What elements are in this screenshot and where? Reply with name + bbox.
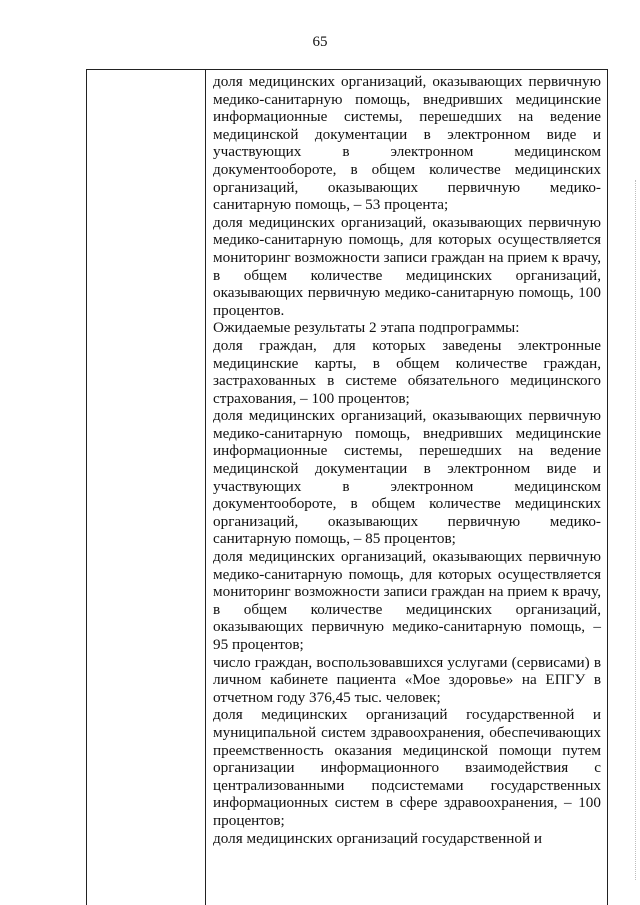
paragraph-electronic-cards: доля граждан, для которых заведены электронные медицинские карты, в общем количестве граждан, застрахованных в системе обязательного медицинского страхования, – 100 процентов; [213,336,601,407]
paragraph-continuity-of-care: доля медицинских организаций государственной и муниципальной систем здравоохранения, обеспечивающих преемственность оказания медицинской помощи путем организации информационного взаимодействия с централизованными подсистемами государственных информационных систем в сфере здравоохранения, – 100 процентов; [213,706,601,829]
table-cell-text [206,70,607,905]
paragraph-emr-share-stage2: доля медицинских организаций, оказывающих первичную медико-санитарную помощь, внедривших медицинские информационные системы, перешедших на ведение медицинской документации в электронном виде и участвующих в электронном медицинском документообороте, в общем количестве медицинских организаций, оказывающих первичную медико-санитарную помощь, – 85 процентов; [213,407,601,548]
paragraph-stage2-heading: Ожидаемые результаты 2 этапа подпрограммы: [213,319,520,337]
paragraph-appointment-monitoring-stage2: доля медицинских организаций, оказывающих первичную медико-санитарную помощь, для которых осуществляется мониторинг возможности записи граждан на прием к врачу, в общем количестве медицинских организаций, оказывающих первичную медико-санитарную помощь, – 95 процентов; [213,548,601,653]
paragraph-continued: доля медицинских организаций государственной и [213,829,543,847]
paragraph-appointment-monitoring-stage1: доля медицинских организаций, оказывающих первичную медико-санитарную помощь, для которых осуществляется мониторинг возможности записи граждан на прием к врачу, в общем количестве медицинских организаций, оказывающих первичную медико-санитарную помощь, 100 процентов. [213,213,601,319]
document-table [86,69,608,905]
paragraph-patient-cabinet-users: число граждан, воспользовавшихся услугами (сервисами) в личном кабинете пациента «Мое здоровье» на ЕПГУ в отчетном году 376,45 тыс. человек; [213,653,601,706]
scan-edge-mark [634,180,636,880]
paragraph-emr-share-stage1: доля медицинских организаций, оказывающих первичную медико-санитарную помощь, внедривших медицинские информационные системы, перешедших на ведение медицинской документации в электронном виде и участвующих в электронном медицинском документообороте, в общем количестве медицинских организаций, оказывающих первичную медико-санитарную помощь, – 53 процента; [213,73,601,214]
page-number: 65 [312,34,328,50]
